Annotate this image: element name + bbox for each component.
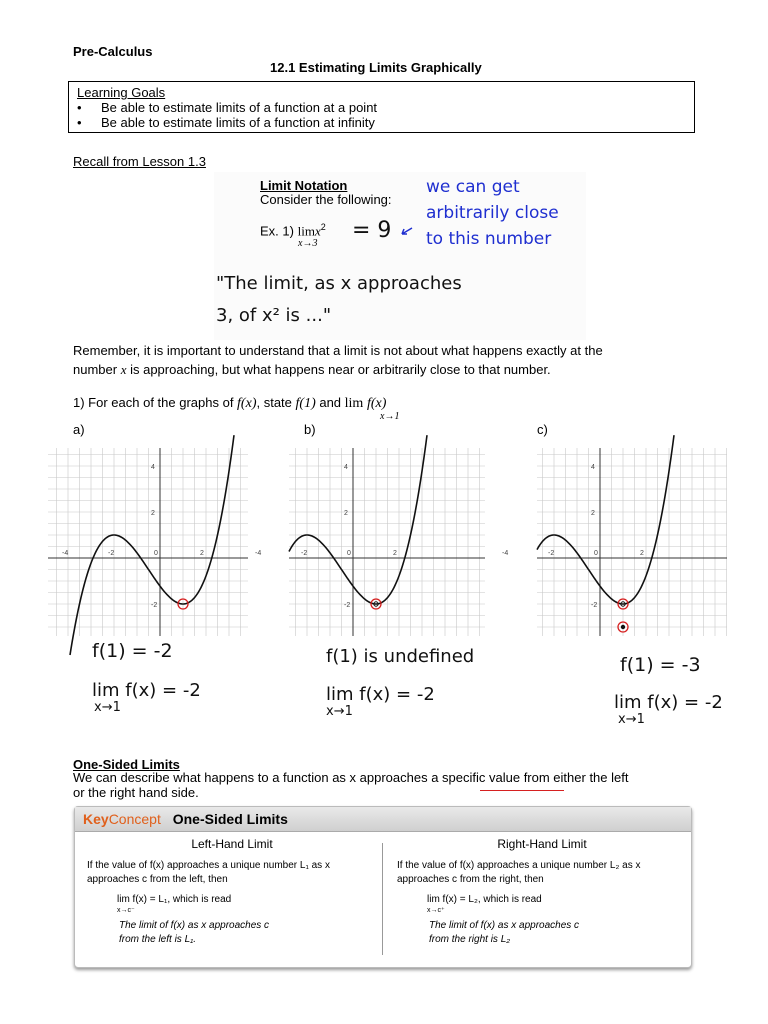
x-tick-label: -2 [301,550,308,557]
column-divider [382,843,383,955]
red-underline [480,790,564,791]
answer-c-f1: f(1) = -3 [620,654,701,676]
example-label: Ex. 1) limx$^2$ [260,222,326,239]
graph-c [502,448,727,636]
graph-b [255,448,485,636]
function-curve [289,435,427,604]
y-tick-label: -2 [344,602,351,609]
x-tick-label: -4 [62,550,69,557]
recall-heading: Recall from Lesson 1.3 [73,154,206,169]
label-c: c) [537,422,548,437]
page-title: 12.1 Estimating Limits Graphically [270,60,482,75]
learning-goals-box [68,81,695,133]
goal-item: • Be able to estimate limits of a function at infinity [77,115,375,130]
one-sided-paragraph: We can describe what happens to a function as x approaches a specific value from either the left or the right hand side. [73,770,629,800]
equals-nine: = 9 [352,218,392,243]
limit-notation-label: Limit Notation [260,178,348,193]
answer-a-lim: lim f(x) = -2 [92,680,201,701]
question-text: 1) For each of the graphs of f(x), state f(1) and lim f(x) [73,395,387,411]
answer-b-f1: f(1) is undefined [326,646,475,667]
label-b: b) [304,422,316,437]
key-concept-box [74,806,692,968]
key-concept-header: KeyConcept One-Sided Limits [75,807,691,832]
y-tick-label: 2 [151,510,155,517]
arrow-icon [400,224,414,238]
function-curve [537,435,674,604]
answer-b-sub: x→1 [326,704,353,719]
course-title: Pre-Calculus [73,44,153,59]
x-tick-label: -4 [502,550,509,557]
goal-item: • Be able to estimate limits of a function at a point [77,100,378,115]
label-a: a) [73,422,85,437]
x-tick-label: -4 [255,550,262,557]
left-hand-limit: Left-Hand Limit If the value of f(x) approaches a unique number L₁ as x approaches c from the left, then lim f(x) = L₁, which is read x→c⁻ The limit of f(x) as x approaches c from the left is L₁. [87,837,330,945]
right-hand-limit: Right-Hand Limit If the value of f(x) approaches a unique number L₂ as x approaches c from the right, then lim f(x) = L₂, which is read x→c⁺ The limit of f(x) as x approaches c from the right is L₂ [397,837,641,945]
answer-b-lim: lim f(x) = -2 [326,684,435,705]
recall-image [214,172,586,340]
x-tick-label: 2 [393,550,397,557]
answer-c-lim: lim f(x) = -2 [614,692,723,713]
y-tick-label: 2 [344,510,348,517]
y-tick-label: -2 [591,602,598,609]
consider-text: Consider the following: [260,192,392,207]
remember-paragraph: Remember, it is important to understand that a limit is not about what happens exactly at the number x is approaching, but what happens near or arbitrarily close to that number. [73,343,603,377]
x-tick-label: 0 [154,550,158,557]
graph-a [48,448,248,636]
y-tick-label: 4 [151,464,155,471]
filled-point [621,625,625,629]
y-tick-label: -2 [151,602,158,609]
y-tick-label: 4 [591,464,595,471]
x-tick-label: -2 [108,550,115,557]
question-subscript: x→1 [380,411,400,422]
answer-a-sub: x→1 [94,700,121,715]
x-tick-label: 2 [200,550,204,557]
handwritten-reading: "The limit, as x approaches 3, of x² is ..." [216,273,462,326]
one-sided-heading: One-Sided Limits [73,757,180,772]
y-tick-label: 4 [344,464,348,471]
answer-c-sub: x→1 [618,712,645,727]
x-tick-label: 0 [594,550,598,557]
handwritten-note: we can get arbitrarily close to this number [426,177,559,249]
learning-goals-heading: Learning Goals [77,85,166,100]
example-subscript: x→3 [298,238,318,249]
answer-a-f1: f(1) = -2 [92,640,173,662]
x-tick-label: -2 [548,550,555,557]
x-tick-label: 2 [640,550,644,557]
y-tick-label: 2 [591,510,595,517]
x-tick-label: 0 [347,550,351,557]
